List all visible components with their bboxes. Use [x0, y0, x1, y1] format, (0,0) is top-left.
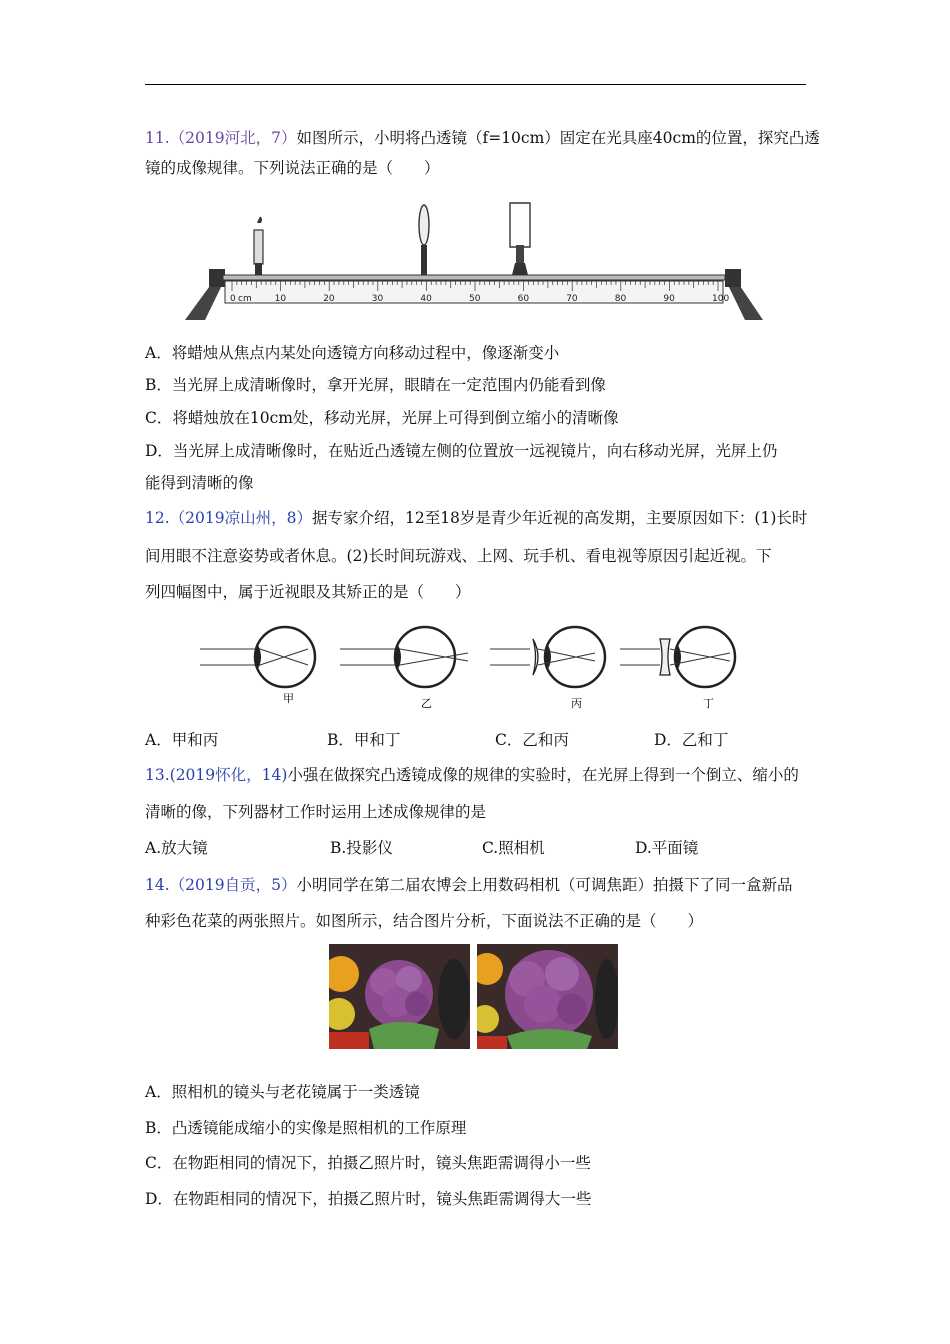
q11-option-d: D．当光屏上成清晰像时，在贴近凸透镜左侧的位置放一远视镜片，向右移动光屏，光屏上仍	[145, 442, 778, 460]
cauliflower-photo-jia	[329, 944, 470, 1049]
scale-tick-label: 100	[712, 294, 730, 304]
q12-source: 12.（2019凉山州，8）	[145, 509, 312, 527]
scale-tick-label: 30	[371, 294, 384, 304]
q13-option-c: C.照相机	[482, 839, 545, 857]
bench-left-leg	[185, 283, 223, 320]
label-ding: 丁	[703, 697, 714, 710]
q11-stem-text1: 如图所示，小明将凸透镜（f=10cm）固定在光具座40cm的位置，探究凸透	[296, 129, 820, 147]
q13-stem-text1: 小强在做探究凸透镜成像的规律的实验时，在光屏上得到一个倒立、缩小的	[287, 766, 799, 784]
q13-stem-line2: 清晰的像，下列器材工作时运用上述成像规律的是	[145, 803, 487, 821]
q14-option-b: B．凸透镜能成缩小的实像是照相机的工作原理	[145, 1119, 467, 1137]
scale-tick-label: 40	[420, 294, 432, 304]
q11-stem-line1	[145, 128, 820, 148]
optical-bench-figure	[185, 195, 765, 330]
q11-stem-line2: 镜的成像规律。下列说法正确的是（ ）	[145, 159, 440, 177]
scale-tick-label: 20	[323, 294, 335, 304]
q14-stem-line1	[145, 875, 792, 895]
q11-option-d-cont: 能得到清晰的像	[145, 474, 254, 492]
bench-right-block	[725, 269, 741, 287]
label-jia: 甲	[283, 692, 294, 705]
scale-tick-label: 80	[614, 294, 627, 304]
scale-tick-label: 50	[469, 294, 481, 304]
scale-tick-label: 60	[517, 294, 530, 304]
convex-lens	[419, 205, 429, 275]
q11-option-c: C．将蜡烛放在10cm处，移动光屏，光屏上可得到倒立缩小的清晰像	[145, 409, 619, 427]
q14-source: 14.（2019自贡，5）	[145, 876, 297, 894]
scale-tick-label: 10	[274, 294, 287, 304]
eye-diagrams-figure	[200, 625, 760, 715]
eye-diagram-ding	[620, 627, 735, 710]
q14-option-d: D．在物距相同的情况下，拍摄乙照片时，镜头焦距需调得大一些	[145, 1190, 592, 1208]
label-yi: 乙	[421, 697, 432, 710]
q12-option-d: D．乙和丁	[654, 731, 729, 749]
bench-rail	[223, 275, 725, 280]
scale-tick-label: 0	[230, 294, 236, 304]
scale-unit-label: cm	[238, 294, 252, 304]
q11-option-b: B．当光屏上成清晰像时，拿开光屏，眼睛在一定范围内仍能看到像	[145, 376, 606, 394]
eye-diagram-jia	[200, 627, 315, 705]
q12-option-c: C．乙和丙	[495, 731, 569, 749]
q14-stem-line2: 种彩色花菜的两张照片。如图所示，结合图片分析，下面说法不正确的是（ ）	[145, 912, 704, 930]
bench-right-leg	[727, 283, 763, 320]
q12-stem-line1	[145, 508, 807, 528]
concave-corrective-lens	[660, 639, 670, 675]
scale-tick-label: 90	[663, 294, 675, 304]
q13-stem-line1	[145, 765, 799, 785]
q13-source: 13.(2019怀化，14)	[145, 766, 288, 784]
eye-diagram-yi	[340, 627, 468, 710]
q12-option-a: A．甲和丙	[145, 731, 219, 749]
q11-source: 11.（2019河北，7）	[145, 129, 297, 147]
candle	[254, 217, 263, 275]
q12-stem-text1: 据专家介绍，12至18岁是青少年近视的高发期，主要原因如下：(1)长时	[311, 509, 808, 527]
q13-option-d: D.平面镜	[635, 839, 699, 857]
eye-diagram-bing	[490, 627, 605, 710]
q12-stem-line3: 列四幅图中，属于近视眼及其矫正的是（ ）	[145, 583, 471, 601]
q14-option-a: A．照相机的镜头与老花镜属于一类透镜	[145, 1083, 420, 1101]
q12-option-b: B．甲和丁	[327, 731, 401, 749]
q14-option-c: C．在物距相同的情况下，拍摄乙照片时，镜头焦距需调得小一些	[145, 1154, 591, 1172]
q12-stem-line2: 间用眼不注意姿势或者休息。(2)长时间玩游戏、上网、玩手机、看电视等原因引起近视。下	[145, 547, 772, 565]
light-screen	[510, 203, 530, 275]
scale-tick-label: 70	[566, 294, 578, 304]
label-bing: 丙	[571, 697, 582, 710]
q13-option-a: A.放大镜	[145, 839, 208, 857]
q13-option-b: B.投影仪	[330, 839, 393, 857]
cauliflower-photo-yi	[477, 944, 618, 1049]
convex-corrective-lens	[533, 639, 538, 675]
q14-stem-text1: 小明同学在第二届农博会上用数码相机（可调焦距）拍摄下了同一盒新品	[296, 876, 793, 894]
header-rule	[145, 84, 806, 85]
q11-option-a: A．将蜡烛从焦点内某处向透镜方向移动过程中，像逐渐变小	[145, 344, 560, 362]
